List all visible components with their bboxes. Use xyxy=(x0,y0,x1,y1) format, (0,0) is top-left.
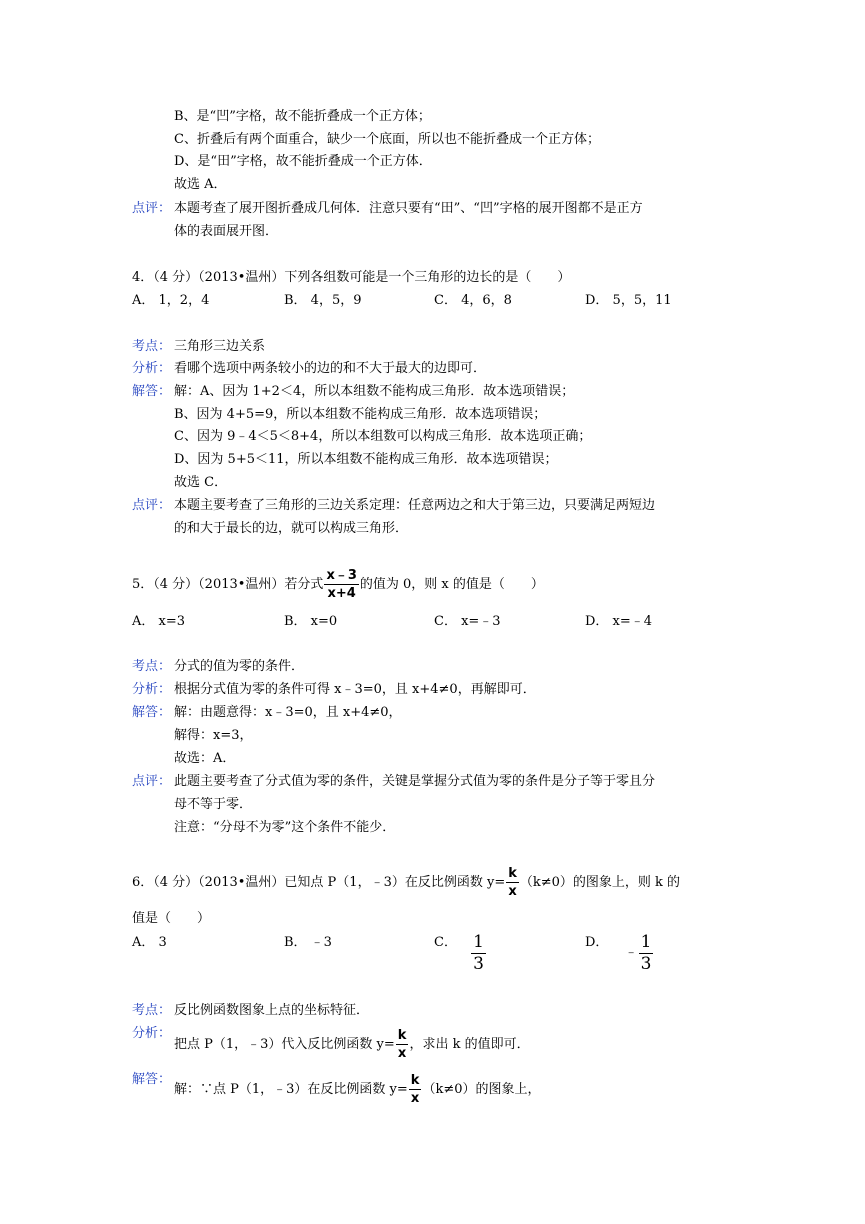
q6-jieda-label: 解答： xyxy=(132,1072,172,1087)
q6-option-b: B． ﹣3 xyxy=(284,935,332,950)
q5-jieda-line-2: 解得：x=3， xyxy=(174,728,253,743)
q6-stem-pre: 6．（4 分）（2013•温州）已知点 P（1，﹣3）在反比例函数 y= xyxy=(132,875,506,890)
q5-stem xyxy=(132,565,544,605)
prev-review-label: 点评： xyxy=(132,201,172,216)
q6-fenxi-den: x xyxy=(397,1046,407,1061)
q6-option-d-fraction xyxy=(639,934,654,973)
q6-jieda xyxy=(174,1071,541,1109)
q5-stem-pre: 5．（4 分）（2013•温州）若分式 xyxy=(132,577,324,592)
q5-option-a: A． x=3 xyxy=(132,614,186,629)
q4-dianping-line-1: 本题主要考查了三角形的三边关系定理：任意两边之和大于第三边，只要满足两短边 xyxy=(174,498,656,513)
q6-option-c xyxy=(434,934,487,973)
prev-solution-line-b: B、是“凹”字格，故不能折叠成一个正方体； xyxy=(174,109,431,124)
q6-option-d-den: 3 xyxy=(640,954,652,974)
q6-frac-num: k xyxy=(508,866,517,881)
q5-dianping-label: 点评： xyxy=(132,774,172,789)
q5-dianping-line-2: 母不等于零． xyxy=(174,797,253,812)
q5-fenxi-label: 分析： xyxy=(132,682,172,697)
q6-stem-line-2: 值是（ ） xyxy=(132,911,211,926)
prev-solution-line-c: C、折叠后有两个面重合，缺少一个底面，所以也不能折叠成一个正方体； xyxy=(174,132,600,147)
q6-jieda-post: （k≠0）的图象上， xyxy=(422,1082,541,1097)
prev-solution-line-d: D、是“田”字格，故不能折叠成一个正方体． xyxy=(174,154,432,169)
q5-stem-post: 的值为 0，则 x 的值是（ ） xyxy=(359,577,544,592)
prev-review-line-1: 本题考查了展开图折叠成几何体．注意只要有“田”、“凹”字格的展开图都不是正方 xyxy=(174,201,643,216)
q4-option-c: C． 4，6，8 xyxy=(434,293,512,308)
q6-kaodian-label: 考点： xyxy=(132,1003,172,1018)
q5-jieda-label: 解答： xyxy=(132,705,172,720)
q6-jieda-fraction xyxy=(409,1074,422,1105)
q6-option-c-fraction xyxy=(471,934,486,973)
q5-jieda-line-1: 解：由题意得：x﹣3=0，且 x+4≠0， xyxy=(174,705,402,720)
q4-dianping-line-2: 的和大于最长的边，就可以构成三角形． xyxy=(174,521,409,536)
q6-option-d-label: D． xyxy=(585,935,609,950)
q4-fenxi-label: 分析： xyxy=(132,361,172,376)
q5-dianping-line-3: 注意：“分母不为零”这个条件不能少． xyxy=(174,820,396,835)
q6-kaodian: 反比例函数图象上点的坐标特征． xyxy=(174,1003,370,1018)
q4-kaodian-label: 考点： xyxy=(132,339,172,354)
q4-jieda-line-1: 解：A、因为 1+2＜4，所以本组数不能构成三角形．故本选项错误； xyxy=(174,384,575,399)
q5-dianping-line-1: 此题主要考查了分式值为零的条件，关键是掌握分式值为零的条件是分子等于零且分 xyxy=(174,774,656,789)
q4-option-d: D． 5，5，11 xyxy=(585,293,672,308)
q4-jieda-line-2: B、因为 4+5=9，所以本组数不能构成三角形．故本选项错误； xyxy=(174,407,547,422)
q4-dianping-label: 点评： xyxy=(132,498,172,513)
q6-stem-post: （k≠0）的图象上，则 k 的 xyxy=(519,875,681,890)
q4-option-b: B． 4，5，9 xyxy=(284,293,362,308)
q6-fenxi xyxy=(174,1026,530,1064)
q6-fenxi-fraction xyxy=(396,1029,409,1060)
q5-option-d: D． x=﹣4 xyxy=(585,614,653,629)
q6-option-c-den: 3 xyxy=(473,954,484,974)
q5-option-c: C． x=﹣3 xyxy=(434,614,501,629)
q5-kaodian: 分式的值为零的条件． xyxy=(174,659,305,674)
q6-jieda-den: x xyxy=(410,1091,420,1106)
q6-stem-line-1 xyxy=(132,864,680,902)
q5-jieda-line-3: 故选：A． xyxy=(174,751,236,766)
q4-jieda-line-4: D、因为 5+5＜11，所以本组数不能构成三角形．故本选项错误； xyxy=(174,452,558,467)
q6-option-c-label: C． xyxy=(434,935,457,950)
q4-option-a: A． 1，2，4 xyxy=(132,293,210,308)
q6-fenxi-post: ，求出 k 的值即可． xyxy=(409,1037,530,1052)
q6-fenxi-label: 分析： xyxy=(132,1026,172,1041)
q5-frac-den: x+4 xyxy=(327,586,356,601)
prev-solution-choice: 故选 A． xyxy=(174,177,227,192)
q6-option-c-num: 1 xyxy=(473,932,484,952)
q5-kaodian-label: 考点： xyxy=(132,659,172,674)
q6-fenxi-pre: 把点 P（1，﹣3）代入反比例函数 y= xyxy=(174,1037,395,1052)
q6-option-a: A． 3 xyxy=(132,935,167,950)
q5-fenxi: 根据分式值为零的条件可得 x﹣3=0，且 x+4≠0，再解即可． xyxy=(174,682,536,697)
q4-fenxi: 看哪个选项中两条较小的边的和不大于最大的边即可． xyxy=(174,361,487,376)
q4-jieda-label: 解答： xyxy=(132,384,172,399)
prev-review-line-2: 体的表面展开图． xyxy=(174,224,279,239)
q6-option-d-sign: ﹣ xyxy=(624,945,638,960)
q6-option-d xyxy=(585,934,654,973)
q4-stem: 4．（4 分）（2013•温州）下列各组数可能是一个三角形的边长的是（ ） xyxy=(132,270,571,285)
q6-option-d-num: 1 xyxy=(640,932,652,952)
q5-option-b: B． x=0 xyxy=(284,614,338,629)
q4-kaodian: 三角形三边关系 xyxy=(174,339,266,354)
q5-fraction xyxy=(324,569,358,600)
q6-fenxi-num: k xyxy=(397,1028,407,1043)
q6-jieda-num: k xyxy=(410,1073,420,1088)
q4-jieda-line-5: 故选 C． xyxy=(174,475,228,490)
q6-fraction xyxy=(506,867,519,898)
q6-frac-den: x xyxy=(508,884,517,899)
q4-jieda-line-3: C、因为 9﹣4＜5＜8+4，所以本组数可以构成三角形．故本选项正确； xyxy=(174,429,592,444)
q5-frac-num: x﹣3 xyxy=(326,568,357,583)
q6-jieda-pre: 解：∵点 P（1，﹣3）在反比例函数 y= xyxy=(174,1082,408,1097)
